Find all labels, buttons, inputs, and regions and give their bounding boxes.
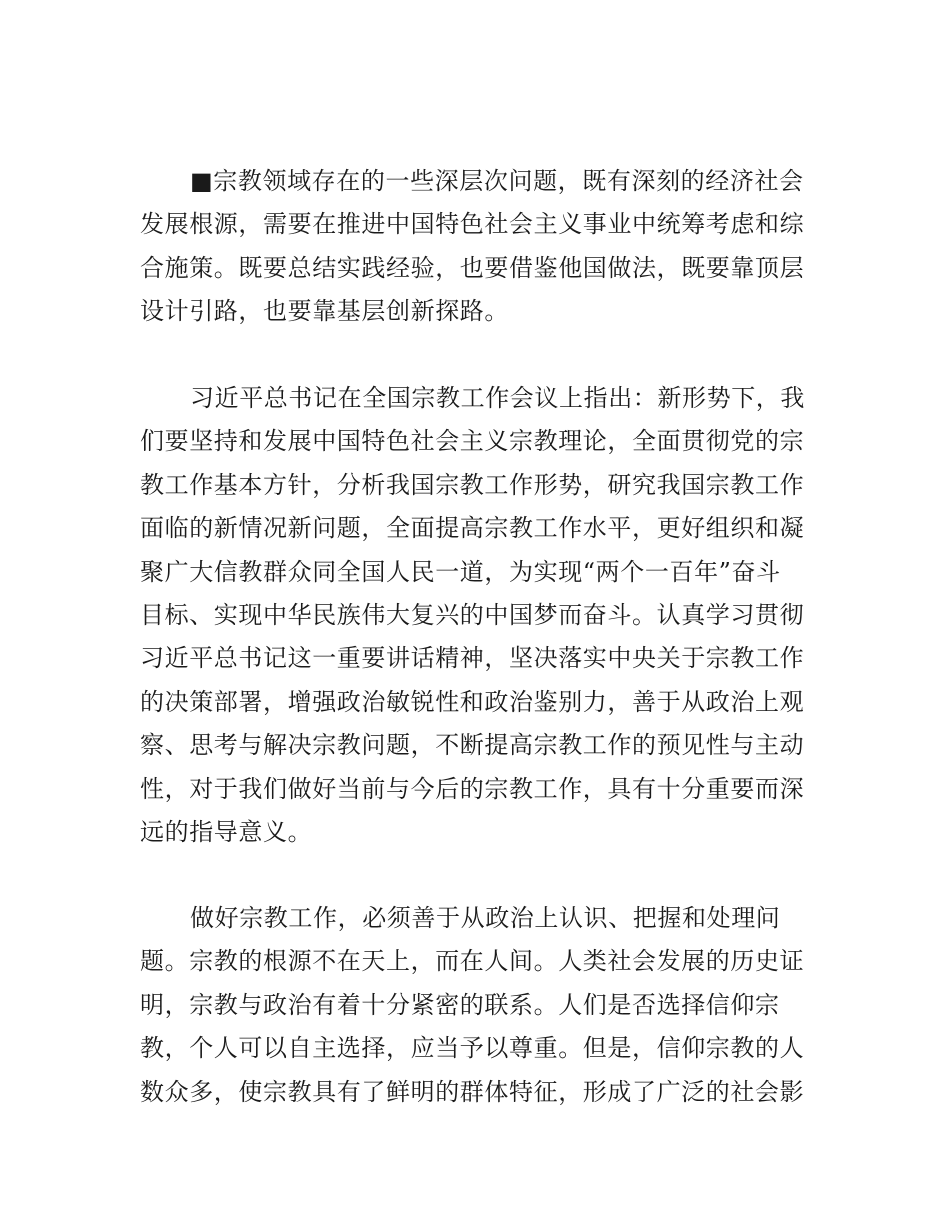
paragraph-body-1 (140, 377, 820, 854)
paragraph-line: 设计引路，也要靠基层创新探路。 (140, 297, 509, 326)
paragraph-line: 题。宗教的根源不在天上，而在人间。人类社会发展的历史证 (140, 947, 805, 976)
paragraph-line: 做好宗教工作，必须善于从政治上认识、把握和处理问 (190, 904, 781, 932)
paragraph-line: 们要坚持和发展中国特色社会主义宗教理论，全面贯彻党的宗 (140, 427, 805, 456)
paragraph-line: 面临的新情况新问题，全面提高宗教工作水平，更好组织和凝 (140, 514, 805, 543)
paragraph-line: ■宗教领域存在的一些深层次问题，既有深刻的经济社会 (190, 167, 804, 195)
paragraph-line: 发展根源，需要在推进中国特色社会主义事业中统筹考虑和综 (140, 210, 805, 239)
paragraph-summary (140, 160, 820, 334)
paragraph-line: 合施策。既要总结实践经验，也要借鉴他国做法，既要靠顶层 (140, 253, 805, 282)
paragraph-line: 的决策部署，增强政治敏锐性和政治鉴别力，善于从政治上观 (140, 687, 805, 716)
paragraph-line: 察、思考与解决宗教问题，不断提高宗教工作的预见性与主动 (140, 731, 805, 760)
paragraph-line: 目标、实现中华民族伟大复兴的中国梦而奋斗。认真学习贯彻 (140, 601, 805, 630)
paragraph-line: 教工作基本方针，分析我国宗教工作形势，研究我国宗教工作 (140, 470, 805, 499)
paragraph-line: 教，个人可以自主选择，应当予以尊重。但是，信仰宗教的人 (140, 1034, 805, 1063)
paragraph-body-2 (140, 897, 820, 1114)
paragraph-line: 聚广大信教群众同全国人民一道，为实现“两个一百年”奋斗 (140, 557, 781, 586)
paragraph-line: 习近平总书记这一重要讲话精神，坚决落实中央关于宗教工作 (140, 644, 805, 673)
paragraph-line: 明，宗教与政治有着十分紧密的联系。人们是否选择信仰宗 (140, 990, 780, 1019)
paragraph-line: 习近平总书记在全国宗教工作会议上指出：新形势下，我 (190, 384, 805, 412)
paragraph-line: 远的指导意义。 (140, 818, 313, 847)
paragraph-line: 数众多，使宗教具有了鲜明的群体特征，形成了广泛的社会影 (140, 1077, 805, 1106)
paragraph-line: 性，对于我们做好当前与今后的宗教工作，具有十分重要而深 (140, 774, 805, 803)
